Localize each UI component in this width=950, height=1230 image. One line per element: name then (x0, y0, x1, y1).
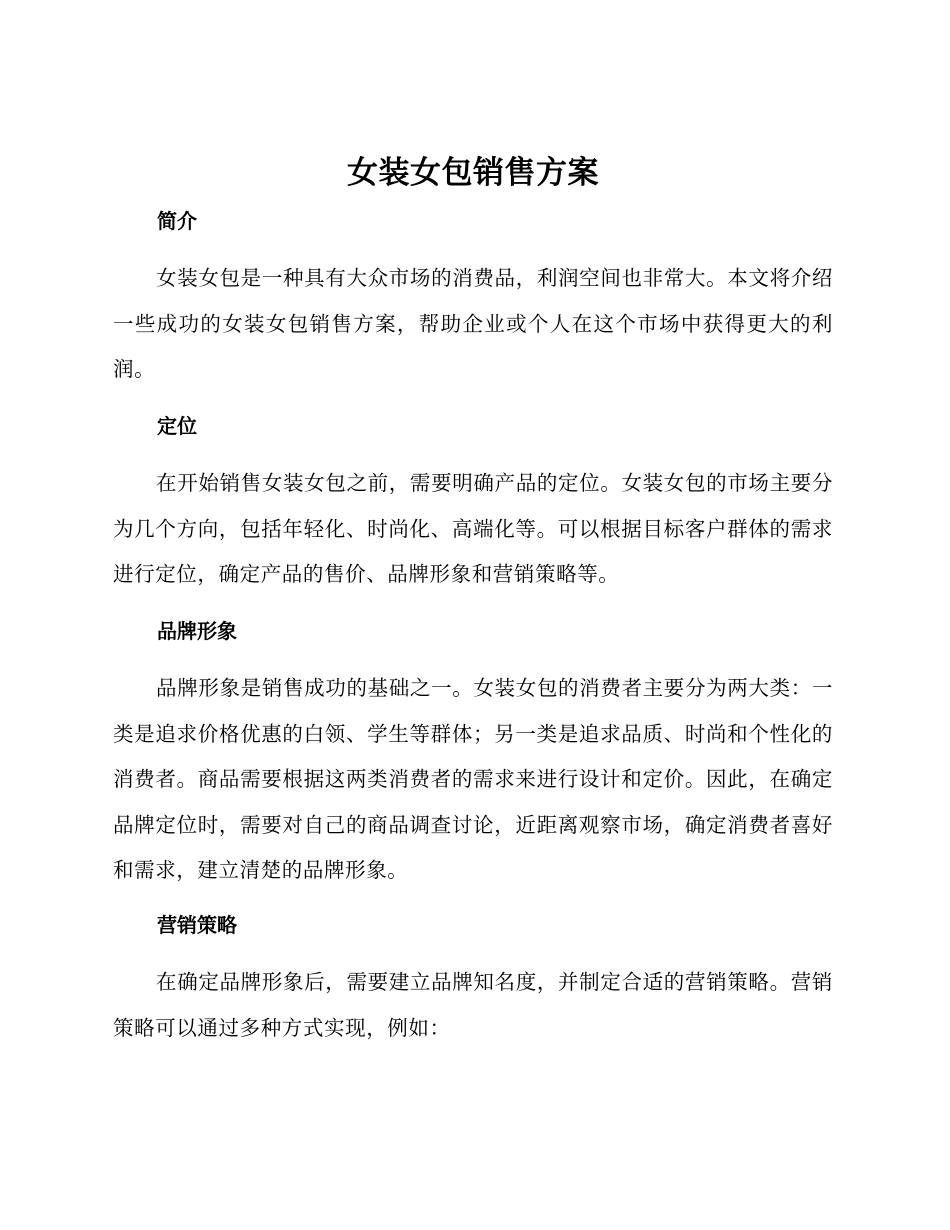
section-heading-marketing-strategy: 营销策略 (157, 913, 237, 937)
section-heading-intro: 简介 (157, 209, 197, 233)
section-paragraph-brand-image: 品牌形象是销售成功的基础之一。女装女包的消费者主要分为两大类：一类是追求价格优惠的白领、学生等群体；另一类是追求品质、时尚和个性化的消费者。商品需要根据这两类消费者的需求来进行设计和定价。因此，在确定品牌定位时，需要对自己的商品调查讨论，近距离观察市场，确定消费者喜好和需求，建立清楚的品牌形象。 (113, 676, 833, 882)
section-paragraph-positioning: 在开始销售女装女包之前，需要明确产品的定位。女装女包的市场主要分为几个方向，包括年轻化、时尚化、高端化等。可以根据目标客户群体的需求进行定位，确定产品的售价、品牌形象和营销策略等。 (113, 471, 833, 586)
section-paragraph-marketing-strategy: 在确定品牌形象后，需要建立品牌知名度，并制定合适的营销策略。营销策略可以通过多种方式实现，例如： (113, 970, 833, 1040)
section-heading-brand-image: 品牌形象 (157, 619, 237, 643)
section-paragraph-intro: 女装女包是一种具有大众市场的消费品，利润空间也非常大。本文将介绍一些成功的女装女包销售方案，帮助企业或个人在这个市场中获得更大的利润。 (113, 266, 833, 381)
document-title: 女装女包销售方案 (347, 155, 599, 191)
section-heading-positioning: 定位 (157, 414, 197, 438)
